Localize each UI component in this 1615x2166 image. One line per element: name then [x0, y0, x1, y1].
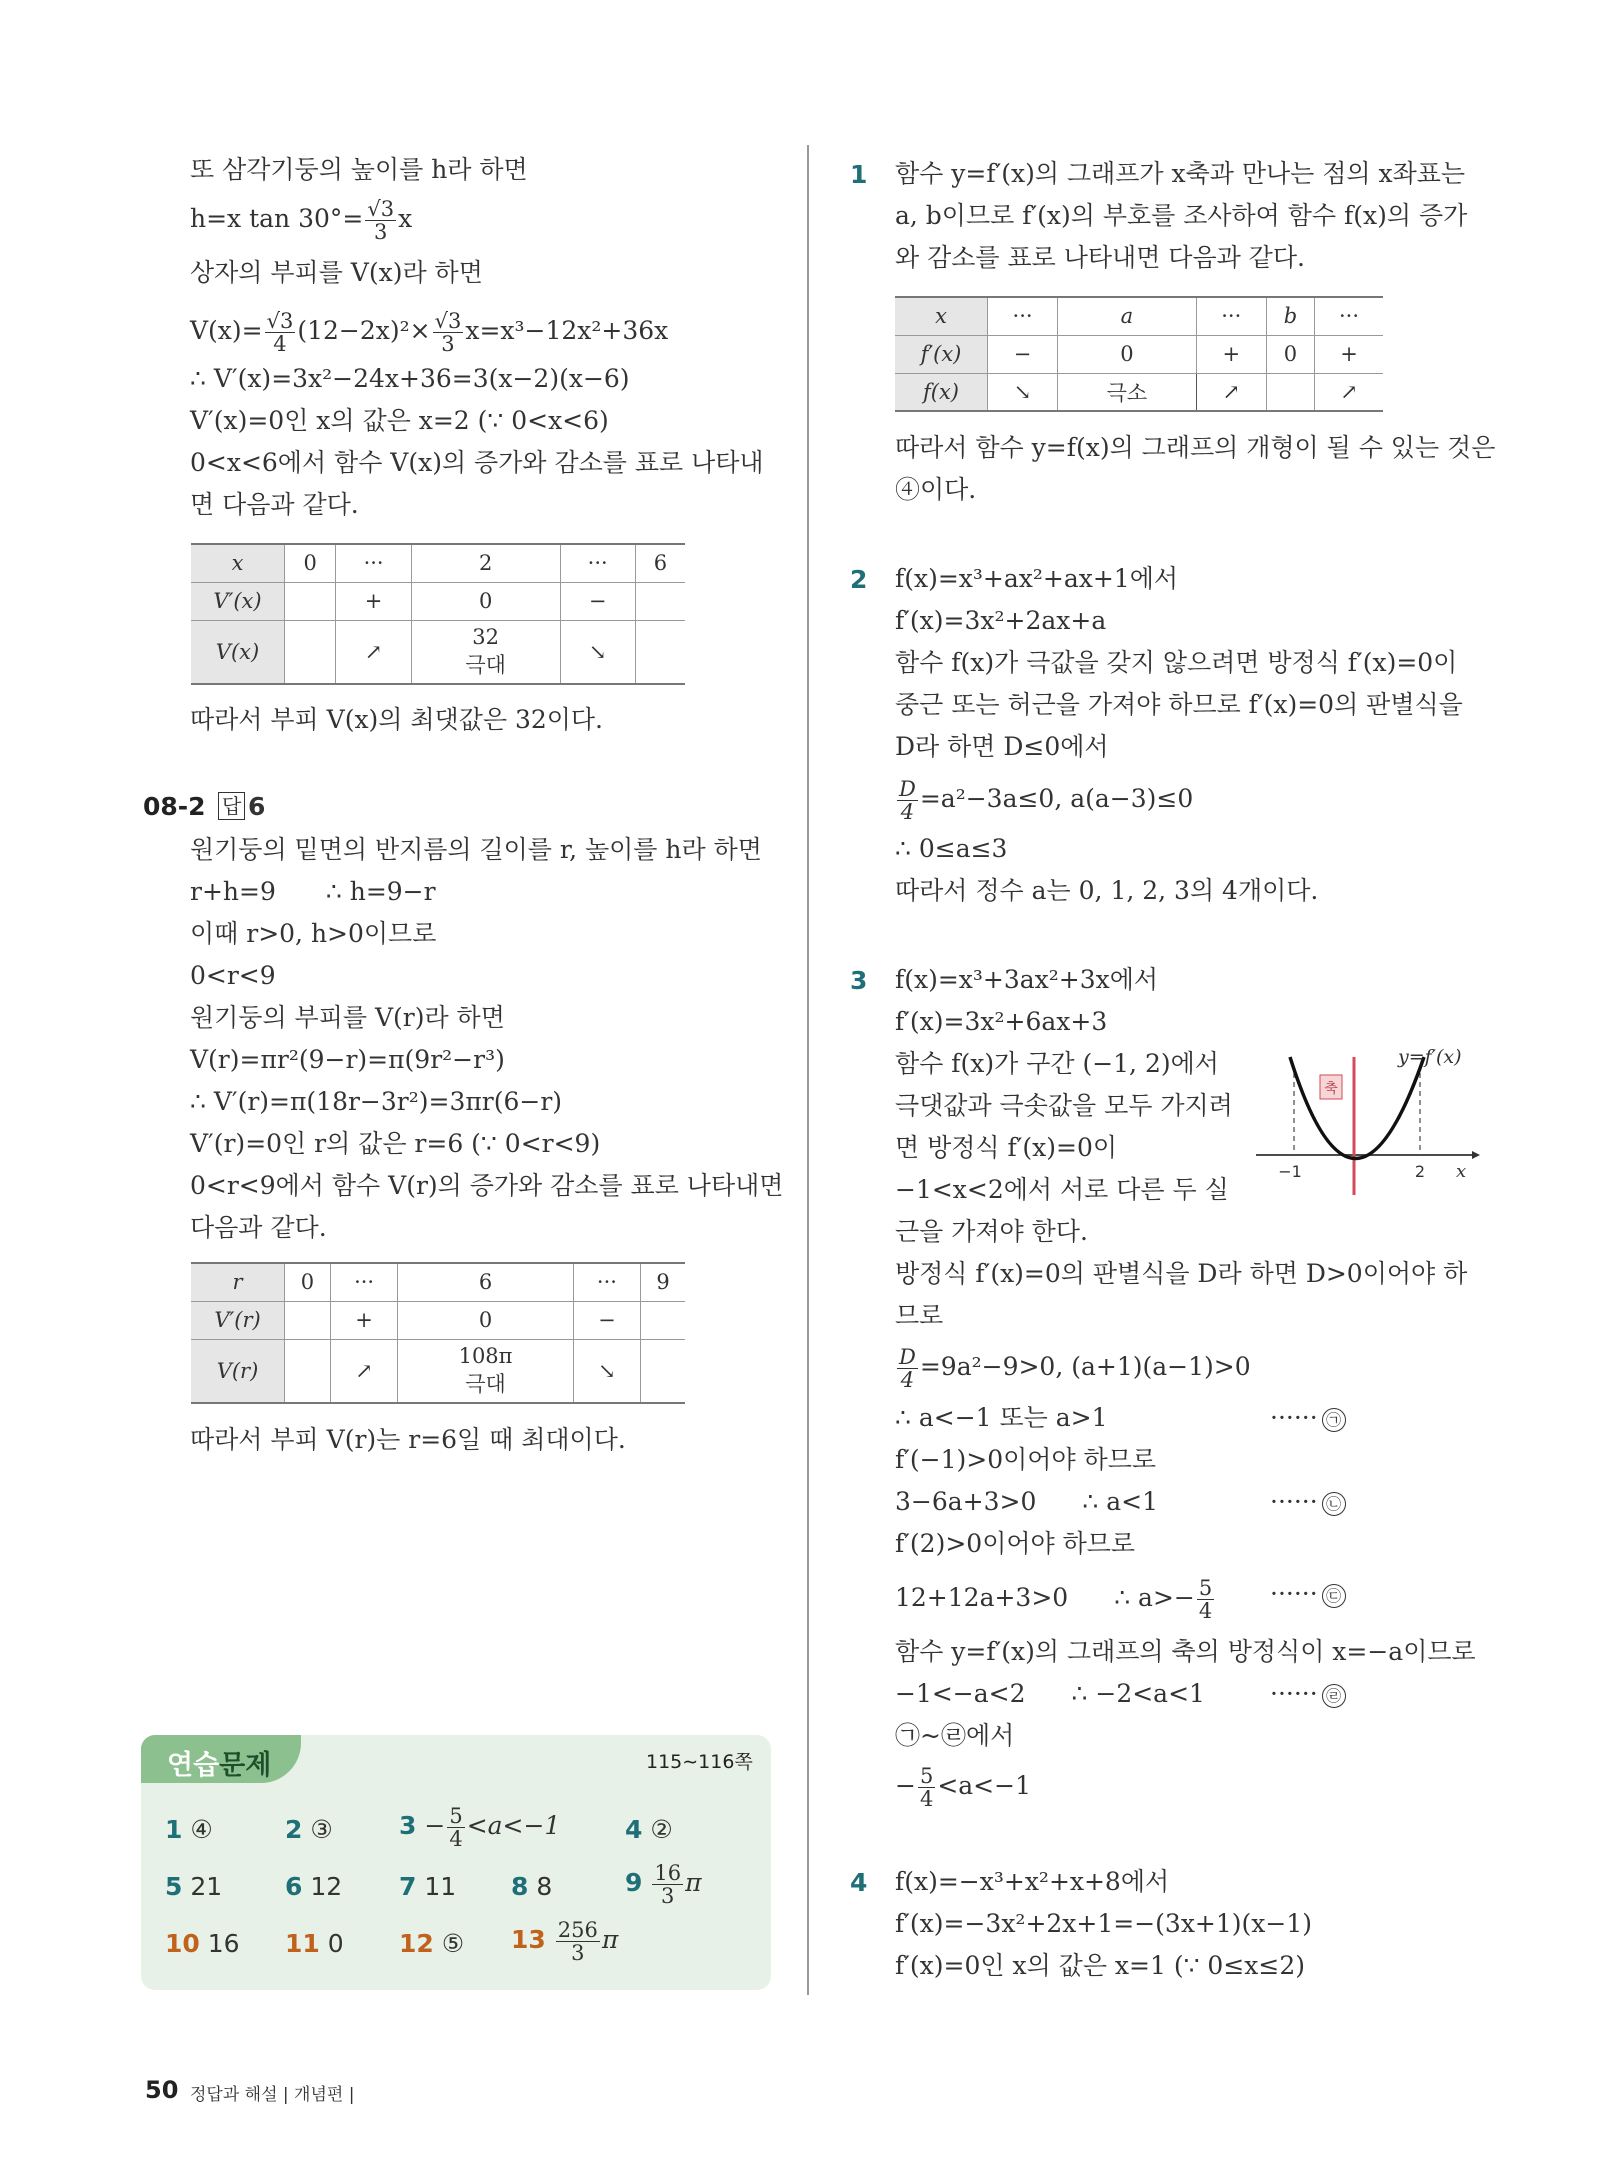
answer-value: 6 [248, 792, 266, 821]
answer-number: 13 [511, 1925, 546, 1954]
fraction [1197, 1577, 1214, 1622]
fraction [433, 310, 464, 355]
table-cell: r [191, 1263, 285, 1301]
answer-text: 0 [327, 1929, 344, 1958]
left-text-line: ∴ V′(x)=3x²−24x+36=3(x−2)(x−6) [190, 364, 630, 393]
right-text-line: ④이다. [895, 475, 977, 504]
answer-text: π [685, 1868, 702, 1897]
condition-marker [1270, 1677, 1346, 1711]
practice-answer [165, 1929, 240, 1958]
condition-label: ㉣ [1322, 1684, 1346, 1708]
table-cell: ↗ [336, 620, 411, 684]
left-text-line: 상자의 부피를 V(x)라 하면 [190, 258, 483, 287]
table-cell [1266, 373, 1314, 411]
right-text-line: 방정식 f′(x)=0의 판별식을 D라 하면 D>0이어야 하 [895, 1259, 1468, 1288]
answer-mark: 답 [218, 792, 245, 820]
formula-part: ∴ −2<a<1 [1071, 1679, 1205, 1708]
table-cell: − [573, 1301, 640, 1339]
fraction-denominator: 4 [919, 1787, 934, 1811]
answer-number: 11 [285, 1929, 320, 1958]
x-axis-arrow-icon [1472, 1151, 1480, 1159]
left-text-line: 면 다음과 같다. [190, 490, 359, 519]
left-text-line: 또 삼각기둥의 높이를 h라 하면 [190, 155, 528, 184]
table-cell: x [895, 297, 988, 335]
left-text-line: ∴ V′(r)=π(18r−3r²)=3πr(6−r) [190, 1087, 563, 1116]
left-text-line: 0<r<9에서 함수 V(r)의 증가와 감소를 표로 나타내면 [190, 1171, 784, 1200]
right-text-line [895, 1577, 1216, 1622]
answer-text: − [424, 1811, 446, 1840]
answer-number: 8 [511, 1872, 529, 1901]
practice-answer [285, 1929, 344, 1958]
table-cell: ··· [336, 544, 411, 582]
right-text-line: 극댓값과 극솟값을 모두 가지려 [895, 1091, 1233, 1120]
right-text-line: 함수 f(x)가 극값을 갖지 않으려면 방정식 f′(x)=0이 [895, 648, 1458, 677]
fraction-numerator: D [899, 777, 916, 801]
answer-text: ② [650, 1815, 673, 1844]
table-cell: 0 [1058, 335, 1197, 373]
formula-part: 3−6a+3>0 [895, 1487, 1037, 1516]
table-cell: 0 [1266, 335, 1314, 373]
answer-number: 12 [399, 1929, 434, 1958]
max-label: 극대 [465, 652, 506, 677]
table-cell: ··· [1196, 297, 1266, 335]
right-text-line: 와 감소를 표로 나타내면 다음과 같다. [895, 243, 1305, 272]
table-cell-min: 극소 [1058, 373, 1197, 411]
fraction [897, 778, 918, 823]
left-text-line: 이때 r>0, h>0이므로 [190, 919, 437, 948]
left-text-line: 원기둥의 밑면의 반지름의 길이를 r, 높이를 h라 하면 [190, 835, 762, 864]
table-cell: ··· [1315, 297, 1384, 335]
table-cell: ··· [560, 544, 635, 582]
practice-answer [165, 1872, 222, 1901]
right-text-line: 중근 또는 허근을 가져야 하므로 f′(x)=0의 판별식을 [895, 690, 1463, 719]
table-cell: x [191, 544, 285, 582]
table-cell: ↗ [1315, 373, 1384, 411]
fraction-numerator: D [899, 1345, 916, 1369]
practice-answer [285, 1872, 342, 1901]
fraction-denominator: 3 [441, 332, 455, 356]
right-text-line: f(x)=x³+ax²+ax+1에서 [895, 564, 1179, 593]
answer-text: <a<−1 [466, 1811, 561, 1840]
table-cell [285, 1339, 331, 1403]
left-text-line [190, 875, 436, 909]
right-text-line: f(x)=x³+3ax²+3x에서 [895, 965, 1159, 994]
fraction [918, 1765, 935, 1810]
fraction-denominator: 3 [571, 1941, 585, 1965]
fraction-denominator: 3 [374, 220, 388, 244]
condition-marker [1270, 1577, 1346, 1611]
formula-part: − [895, 1771, 916, 1800]
table-cell: ··· [330, 1263, 397, 1301]
answer-number: 6 [285, 1872, 303, 1901]
practice-answers-box [141, 1735, 771, 1990]
fraction-numerator: √3 [434, 309, 462, 333]
table-cell [641, 1301, 685, 1339]
practice-answer [625, 1862, 702, 1907]
answer-text: 21 [190, 1872, 223, 1901]
practice-title [167, 1743, 271, 1782]
left-text-line: 다음과 같다. [190, 1213, 327, 1242]
table-cell: + [336, 582, 411, 620]
answer-text: 11 [424, 1872, 457, 1901]
left-formula-line [190, 310, 668, 355]
right-text-line: f′(x)=3x²+6ax+3 [895, 1007, 1108, 1036]
formula-part: =9a²−9>0, (a+1)(a−1)>0 [919, 1352, 1251, 1381]
table-cell: V′(r) [191, 1301, 285, 1339]
right-text-line [895, 1677, 1205, 1711]
fraction-numerator: √3 [367, 197, 395, 221]
footer-text: 정답과 해설 | 개념편 | [190, 2085, 355, 2105]
fraction-numerator: 5 [1198, 1576, 1213, 1600]
table-cell: V′(x) [191, 582, 285, 620]
table-cell: 0 [398, 1301, 574, 1339]
table-cell: f′(x) [895, 335, 988, 373]
max-value: 108π [458, 1343, 513, 1368]
fraction-denominator: 4 [273, 332, 287, 356]
practice-answer [511, 1872, 552, 1901]
right-text-line: f(x)=−x³+x²+x+8에서 [895, 1867, 1170, 1896]
table-cell: − [988, 335, 1058, 373]
answer-number: 2 [285, 1815, 303, 1844]
table-cell: b [1266, 297, 1314, 335]
formula-part: ∴ h=9−r [325, 877, 436, 906]
fraction [652, 1862, 683, 1907]
practice-answer [399, 1929, 464, 1958]
right-text-line: f′(x)=−3x²+2x+1=−(3x+1)(x−1) [895, 1909, 1312, 1938]
problem-number: 08-2 [143, 792, 206, 821]
right-formula-line [895, 1346, 1251, 1391]
max-value: 32 [472, 624, 499, 649]
table-cell: ↘ [573, 1339, 640, 1403]
left-formula-line [190, 198, 412, 243]
answer-text: 8 [536, 1872, 553, 1901]
fraction-denominator: 3 [661, 1884, 675, 1908]
practice-answer [511, 1919, 618, 1964]
answer-number: 5 [165, 1872, 183, 1901]
table-cell: 6 [635, 544, 685, 582]
table-cell: 9 [641, 1263, 685, 1301]
formula-part: ∴ a<1 [1082, 1487, 1158, 1516]
right-text-line: D라 하면 D≤0에서 [895, 732, 1109, 761]
table-cell: ↘ [560, 620, 635, 684]
practice-answer [165, 1815, 213, 1844]
formula-part: −1<−a<2 [895, 1679, 1026, 1708]
condition-label: ㉠ [1322, 1408, 1346, 1432]
table-cell: a [1058, 297, 1197, 335]
sign-table-fx [895, 296, 1383, 412]
tick-label-right: 2 [1414, 1162, 1426, 1181]
practice-title-a: 연습 [167, 1750, 220, 1781]
left-text-line: V′(r)=0인 r의 값은 r=6 (∵ 0<r<9) [190, 1129, 601, 1158]
right-text-line: 따라서 정수 a는 0, 1, 2, 3의 4개이다. [895, 876, 1319, 905]
fraction [365, 198, 396, 243]
right-text-line: ㉠~㉣에서 [895, 1721, 1015, 1750]
sign-table-vx [191, 543, 685, 685]
right-text-line: f′(2)>0이어야 하므로 [895, 1529, 1136, 1558]
right-text-line: ∴ 0≤a≤3 [895, 834, 1008, 863]
formula-part: (12−2x)²× [297, 316, 431, 345]
table-cell: + [1196, 335, 1266, 373]
dots: ······ [1270, 1487, 1318, 1516]
practice-answer [625, 1815, 673, 1844]
left-text-line: V′(x)=0인 x의 값은 x=2 (∵ 0<x<6) [190, 406, 609, 435]
table-cell [285, 620, 336, 684]
right-text-line: 따라서 함수 y=f(x)의 그래프의 개형이 될 수 있는 것은 [895, 433, 1496, 462]
fraction-denominator: 4 [1198, 1599, 1213, 1623]
max-label: 극대 [465, 1371, 506, 1396]
table-cell-max [411, 620, 560, 684]
parabola-curve [1290, 1057, 1424, 1159]
fraction-denominator: 4 [449, 1827, 463, 1851]
solution-number: 3 [850, 966, 868, 995]
curve-label: y=f′(x) [1398, 1046, 1462, 1068]
table-cell: + [330, 1301, 397, 1339]
dots: ······ [1270, 1403, 1318, 1432]
fraction-denominator: 4 [900, 1368, 915, 1392]
answer-text: ③ [310, 1815, 333, 1844]
table-cell: ··· [988, 297, 1058, 335]
fraction-numerator: √3 [266, 309, 294, 333]
condition-label: ㉡ [1322, 1492, 1346, 1516]
practice-answer [285, 1815, 333, 1844]
right-text-line: f′(x)=0인 x의 값은 x=1 (∵ 0≤x≤2) [895, 1951, 1305, 1980]
answer-text: ⑤ [441, 1929, 465, 1958]
practice-answer [399, 1805, 560, 1850]
formula-part: x [398, 204, 413, 233]
right-text-line: a, b이므로 f′(x)의 부호를 조사하여 함수 f(x)의 증가 [895, 201, 1468, 230]
formula-part: h=x tan 30°= [190, 204, 364, 233]
fraction [447, 1805, 464, 1850]
solution-number: 1 [850, 160, 868, 189]
right-text-line: 함수 y=f′(x)의 그래프가 x축과 만나는 점의 x좌표는 [895, 159, 1466, 188]
table-cell: 0 [285, 544, 336, 582]
table-cell: 2 [411, 544, 560, 582]
condition-marker [1270, 1401, 1346, 1435]
tick-label-left: −1 [1278, 1162, 1302, 1181]
formula-part: V(x)= [190, 316, 263, 345]
dots: ······ [1270, 1579, 1318, 1608]
right-text-line: f′(−1)>0이어야 하므로 [895, 1445, 1156, 1474]
formula-part: x=x³−12x²+36x [465, 316, 669, 345]
answer-number: 1 [165, 1815, 183, 1844]
table-cell [285, 1301, 331, 1339]
answer-text: 12 [310, 1872, 343, 1901]
table-cell: ··· [573, 1263, 640, 1301]
right-formula-line [895, 778, 1193, 823]
fraction [556, 1919, 600, 1964]
answer-text: π [601, 1925, 619, 1954]
fraction-numerator: 5 [449, 1804, 463, 1828]
right-text-line: −1<x<2에서 서로 다른 두 실 [895, 1175, 1229, 1204]
right-text-line: 므로 [895, 1301, 944, 1330]
sign-table-vr [191, 1262, 685, 1404]
page-number: 50 [145, 2076, 179, 2104]
answer-number: 7 [399, 1872, 417, 1901]
formula-part: 12+12a+3>0 [895, 1583, 1069, 1612]
column-divider [807, 145, 809, 1995]
table-cell-max [398, 1339, 574, 1403]
fraction-numerator: 256 [557, 1918, 598, 1942]
right-text-line: ∴ a<−1 또는 a>1 [895, 1403, 1108, 1432]
answer-number: 9 [625, 1868, 643, 1897]
table-cell: ↗ [330, 1339, 397, 1403]
left-text-line: 따라서 부피 V(r)는 r=6일 때 최대이다. [190, 1425, 626, 1454]
table-cell: ↘ [988, 373, 1058, 411]
fraction [265, 310, 296, 355]
fraction [897, 1346, 918, 1391]
table-cell [285, 582, 336, 620]
fraction-numerator: 16 [654, 1861, 682, 1885]
right-text-line [895, 1485, 1158, 1519]
left-text-line: 따라서 부피 V(x)의 최댓값은 32이다. [190, 705, 604, 734]
dots: ······ [1270, 1679, 1318, 1708]
solution-number: 2 [850, 565, 868, 594]
right-text-line: 함수 y=f′(x)의 그래프의 축의 방정식이 x=−a이므로 [895, 1637, 1476, 1666]
solution-number: 4 [850, 1868, 868, 1897]
table-cell [635, 620, 685, 684]
left-text-line: 0<r<9 [190, 961, 276, 990]
table-cell [641, 1339, 685, 1403]
table-cell: 6 [398, 1263, 574, 1301]
answer-text: ④ [190, 1815, 213, 1844]
formula-part: <a<−1 [937, 1771, 1031, 1800]
table-cell: ↗ [1196, 373, 1266, 411]
table-cell: V(x) [191, 620, 285, 684]
practice-answer [399, 1872, 456, 1901]
formula-part: =a²−3a≤0, a(a−3)≤0 [919, 784, 1194, 813]
table-cell [635, 582, 685, 620]
right-formula-line [895, 1765, 1031, 1810]
table-cell: + [1315, 335, 1384, 373]
left-text-line: V(r)=πr²(9−r)=π(9r²−r³) [190, 1045, 505, 1074]
right-text-line: 면 방정식 f′(x)=0이 [895, 1133, 1118, 1162]
practice-title-b: 문제 [219, 1750, 272, 1781]
x-axis-label: x [1456, 1161, 1467, 1182]
derivative-graph [1250, 1045, 1480, 1205]
fraction-numerator: 5 [919, 1764, 934, 1788]
right-text-line: 함수 f(x)가 구간 (−1, 2)에서 [895, 1049, 1219, 1078]
table-cell: − [560, 582, 635, 620]
answer-number: 10 [165, 1929, 200, 1958]
table-cell: f(x) [895, 373, 988, 411]
formula-part: r+h=9 [190, 877, 276, 906]
axis-tag-label: 축 [1324, 1081, 1338, 1097]
left-text-line: 원기둥의 부피를 V(r)라 하면 [190, 1003, 505, 1032]
table-cell: 0 [411, 582, 560, 620]
table-cell: 0 [285, 1263, 331, 1301]
practice-pages: 115∼116쪽 [646, 1751, 753, 1773]
answer-number: 3 [399, 1811, 417, 1840]
answer-number: 4 [625, 1815, 643, 1844]
right-text-line: f′(x)=3x²+2ax+a [895, 606, 1107, 635]
answer-text: 16 [207, 1929, 240, 1958]
table-cell: V(r) [191, 1339, 285, 1403]
condition-label: ㉢ [1322, 1584, 1346, 1608]
left-text-line: 0<x<6에서 함수 V(x)의 증가와 감소를 표로 나타내 [190, 448, 764, 477]
fraction-denominator: 4 [900, 800, 915, 824]
formula-part: ∴ a>− [1114, 1583, 1195, 1612]
condition-marker [1270, 1485, 1346, 1519]
right-text-line: 근을 가져야 한다. [895, 1217, 1088, 1246]
